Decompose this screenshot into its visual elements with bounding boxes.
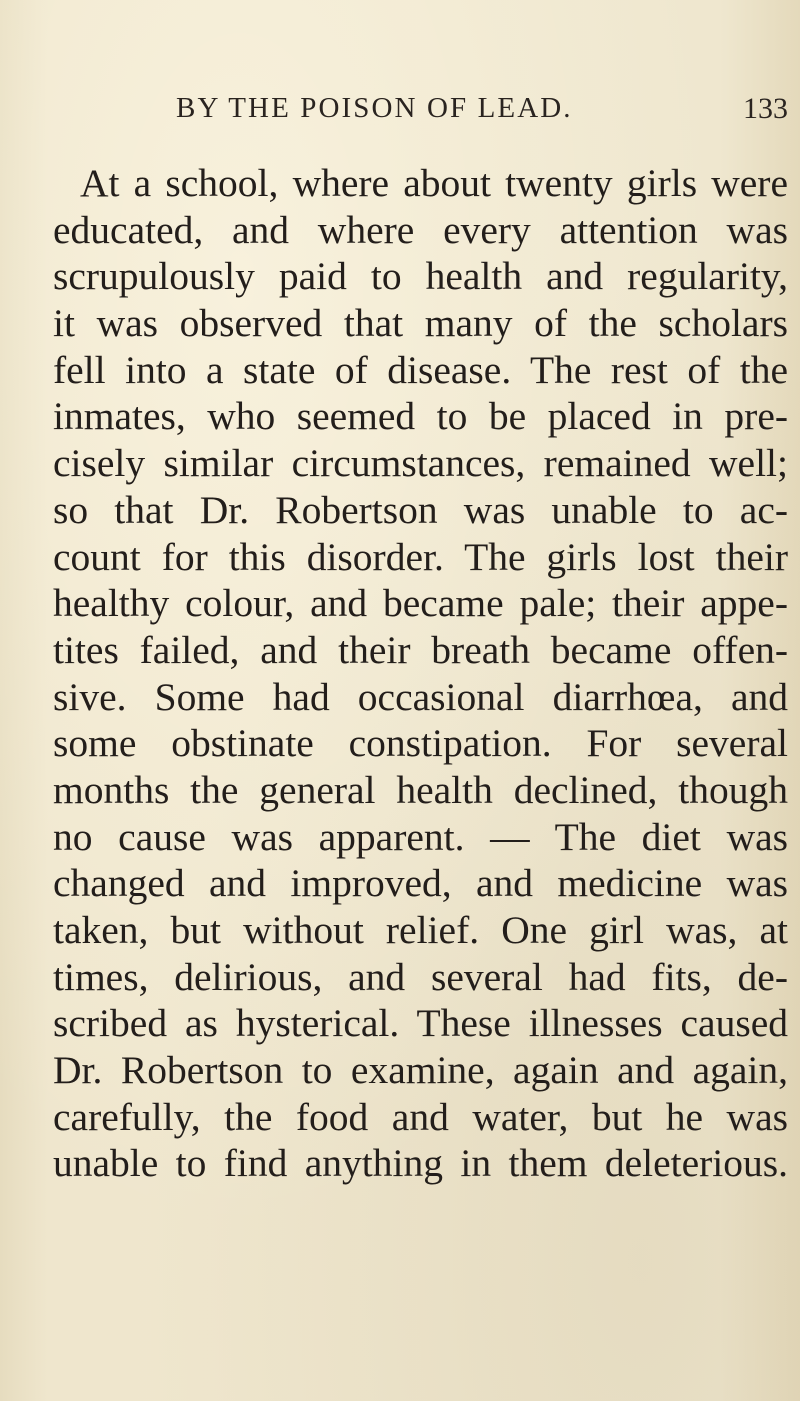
text-line: Dr. Robertson to examine, again and again,	[53, 1048, 788, 1093]
text-line: no cause was apparent. — The diet was	[53, 814, 788, 859]
text-line: healthy colour, and became pale; their appe-	[53, 581, 788, 626]
text-line: unable to find anything in them deleterious.	[53, 1141, 788, 1186]
running-head	[176, 92, 788, 132]
text-line: changed and improved, and medicine was	[53, 861, 788, 906]
text-line: times, delirious, and several had fits, de-	[53, 954, 788, 999]
text-line: count for this disorder. The girls lost their	[53, 534, 788, 579]
body-text	[53, 160, 788, 1187]
text-line: carefully, the food and water, but he was	[53, 1094, 788, 1139]
text-line: cisely similar circumstances, remained well;	[53, 441, 788, 486]
text-line: it was observed that many of the scholars	[53, 301, 788, 346]
text-line: scrupulously paid to health and regularity,	[53, 254, 788, 299]
text-line: sive. Some had occasional diarrhœa, and	[53, 674, 788, 719]
text-line: At a school, where about twenty girls were	[80, 161, 788, 205]
text-line: some obstinate constipation. For several	[53, 721, 788, 766]
text-line: educated, and where every attention was	[53, 207, 788, 252]
page-number: 133	[743, 92, 788, 125]
running-head-title: BY THE POISON OF LEAD.	[176, 92, 573, 124]
text-line: inmates, who seemed to be placed in pre-	[53, 394, 788, 439]
text-line: tites failed, and their breath became offen-	[53, 627, 788, 672]
text-line: taken, but without relief. One girl was, at	[53, 908, 788, 952]
text-line: so that Dr. Robertson was unable to ac-	[53, 487, 788, 532]
text-line: months the general health declined, though	[53, 767, 788, 812]
text-line: scribed as hysterical. These illnesses caused	[53, 1001, 788, 1046]
text-line: fell into a state of disease. The rest of the	[53, 347, 788, 392]
